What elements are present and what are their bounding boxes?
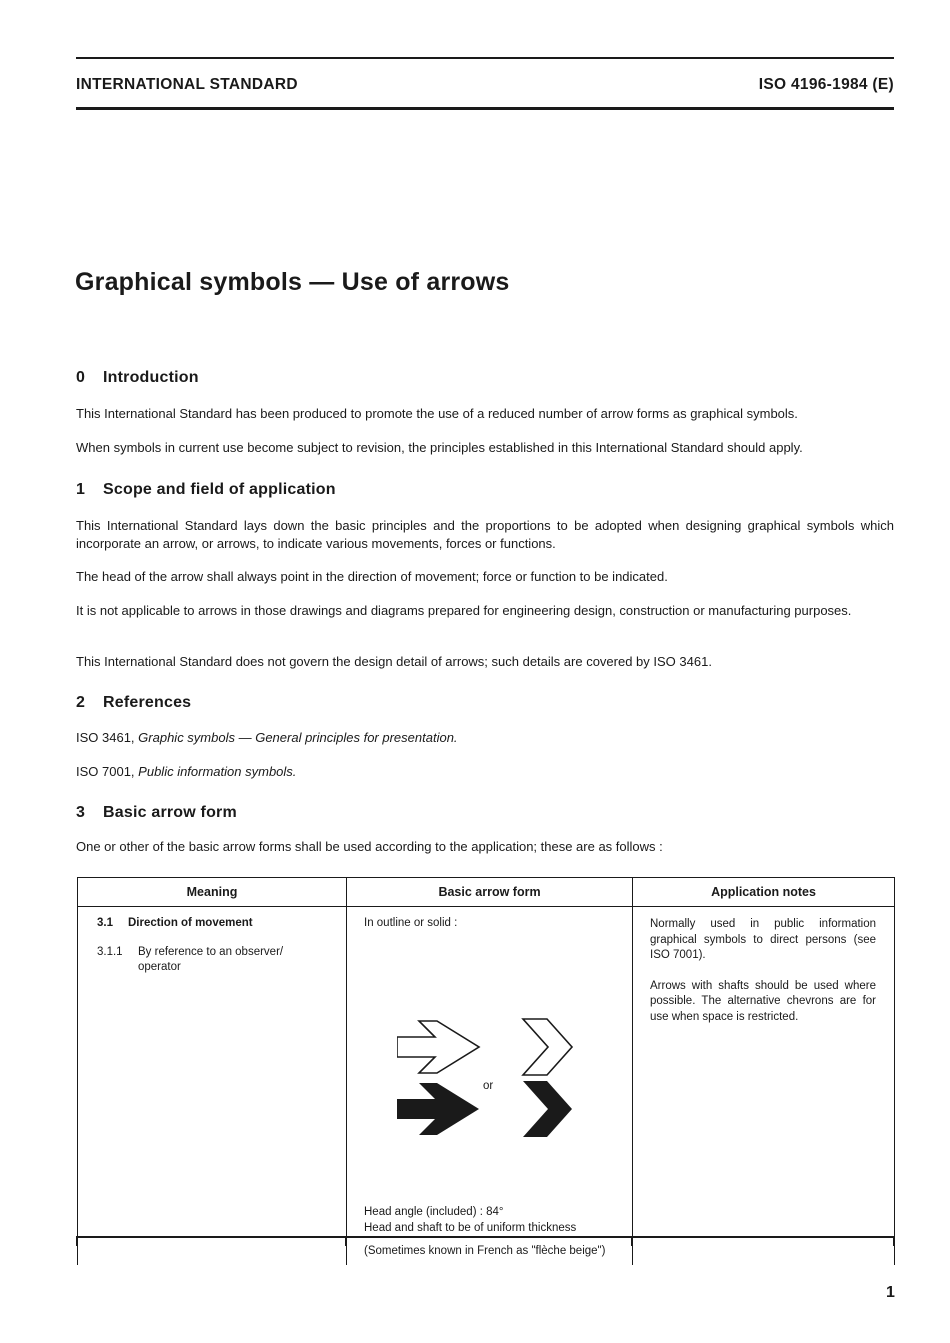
- section-1-heading: [76, 481, 336, 499]
- head-angle-note: Head angle (included) : 84°: [364, 1206, 504, 1218]
- meaning-3-1-number: 3.1: [97, 917, 113, 929]
- scope-paragraph-3: It is not applicable to arrows in those drawings and diagrams prepared for engineering design, construction or manufacturing purposes.: [76, 603, 852, 618]
- scope-paragraph-1: This International Standard lays down the basic principles and the proportions to be adopted when designing graphical symbols which incorporate an arrow, or arrows, to indicate various movements, forces or functions.: [76, 518, 894, 551]
- meaning-3-1: [97, 917, 336, 929]
- section-3-number: 3: [76, 804, 86, 821]
- outline-arrow-icon: [397, 1021, 479, 1073]
- form-description: In outline or solid :: [364, 917, 458, 929]
- meaning-3-1-1-text: By reference to an observer/ operator: [138, 946, 284, 973]
- section-2-title: References: [103, 694, 192, 711]
- or-label: or: [483, 1080, 494, 1092]
- section-0-number: 0: [76, 369, 86, 386]
- reference-2-code: ISO 7001,: [76, 764, 135, 779]
- basic-paragraph-1: One or other of the basic arrow forms shall be used according to the application; these are as follows :: [76, 839, 663, 854]
- section-3-title: Basic arrow form: [103, 804, 237, 821]
- application-note-1: Normally used in public information graphical symbols to direct persons (see ISO 7001).: [650, 918, 876, 961]
- section-0-heading: [76, 369, 199, 387]
- scope-paragraph-4: This International Standard does not govern the design detail of arrows; such details are covered by ISO 3461.: [76, 654, 712, 669]
- solid-arrow-icon: [397, 1083, 479, 1135]
- header-rule: [76, 107, 894, 110]
- reference-1-code: ISO 3461,: [76, 730, 135, 745]
- reference-2-title: Public information symbols.: [138, 764, 297, 779]
- table-bottom-rule: [76, 1236, 895, 1238]
- section-0-title: Introduction: [103, 369, 199, 386]
- section-1-title: Scope and field of application: [103, 481, 336, 498]
- meaning-3-1-1: [97, 945, 336, 975]
- intro-paragraph-2: When symbols in current use become subject to revision, the principles established in this International Standard should apply.: [76, 440, 803, 455]
- meaning-cell: [78, 907, 347, 1266]
- arrow-form-table: [77, 877, 895, 1265]
- document-type: INTERNATIONAL STANDARD: [76, 76, 298, 93]
- basic-form-cell: [347, 907, 633, 1266]
- table-tick-left: [76, 1236, 78, 1246]
- intro-paragraph-1: This International Standard has been produced to promote the use of a reduced number of arrow forms as graphical symbols.: [76, 406, 798, 421]
- outline-chevron-icon: [523, 1019, 572, 1075]
- document-number: ISO 4196-1984 (E): [758, 76, 894, 93]
- application-notes-cell: [633, 907, 895, 1266]
- reference-1-title: Graphic symbols — General principles for presentation.: [138, 730, 458, 745]
- section-3-heading: [76, 804, 237, 822]
- section-1-number: 1: [76, 481, 86, 498]
- reference-iso-3461: [76, 729, 894, 747]
- french-name-note: (Sometimes known in French as "flèche beige"): [364, 1245, 606, 1257]
- application-note-2: Arrows with shafts should be used where possible. The alternative chevrons are for use when space is restricted.: [650, 979, 876, 1023]
- table-row: [78, 907, 895, 1266]
- meaning-3-1-text: Direction of movement: [128, 917, 253, 929]
- column-header-application-notes: Application notes: [633, 878, 895, 907]
- table-tick-right: [893, 1236, 895, 1246]
- page-number: 1: [886, 1284, 895, 1301]
- uniform-thickness-note: Head and shaft to be of uniform thickness: [364, 1221, 577, 1234]
- table-tick-2: [631, 1236, 633, 1246]
- page-title: Graphical symbols — Use of arrows: [75, 268, 510, 296]
- section-2-number: 2: [76, 694, 86, 711]
- meaning-3-1-1-number: 3.1.1: [97, 946, 123, 958]
- solid-chevron-icon: [523, 1081, 572, 1137]
- table-tick-1: [345, 1236, 347, 1246]
- top-rule: [76, 57, 894, 59]
- scope-paragraph-2: The head of the arrow shall always point in the direction of movement; force or function to be indicated.: [76, 569, 668, 584]
- section-2-heading: [76, 694, 191, 712]
- column-header-meaning: Meaning: [78, 878, 347, 907]
- reference-iso-7001: [76, 763, 894, 781]
- column-header-basic-arrow-form: Basic arrow form: [347, 878, 633, 907]
- table-header-row: [78, 878, 895, 907]
